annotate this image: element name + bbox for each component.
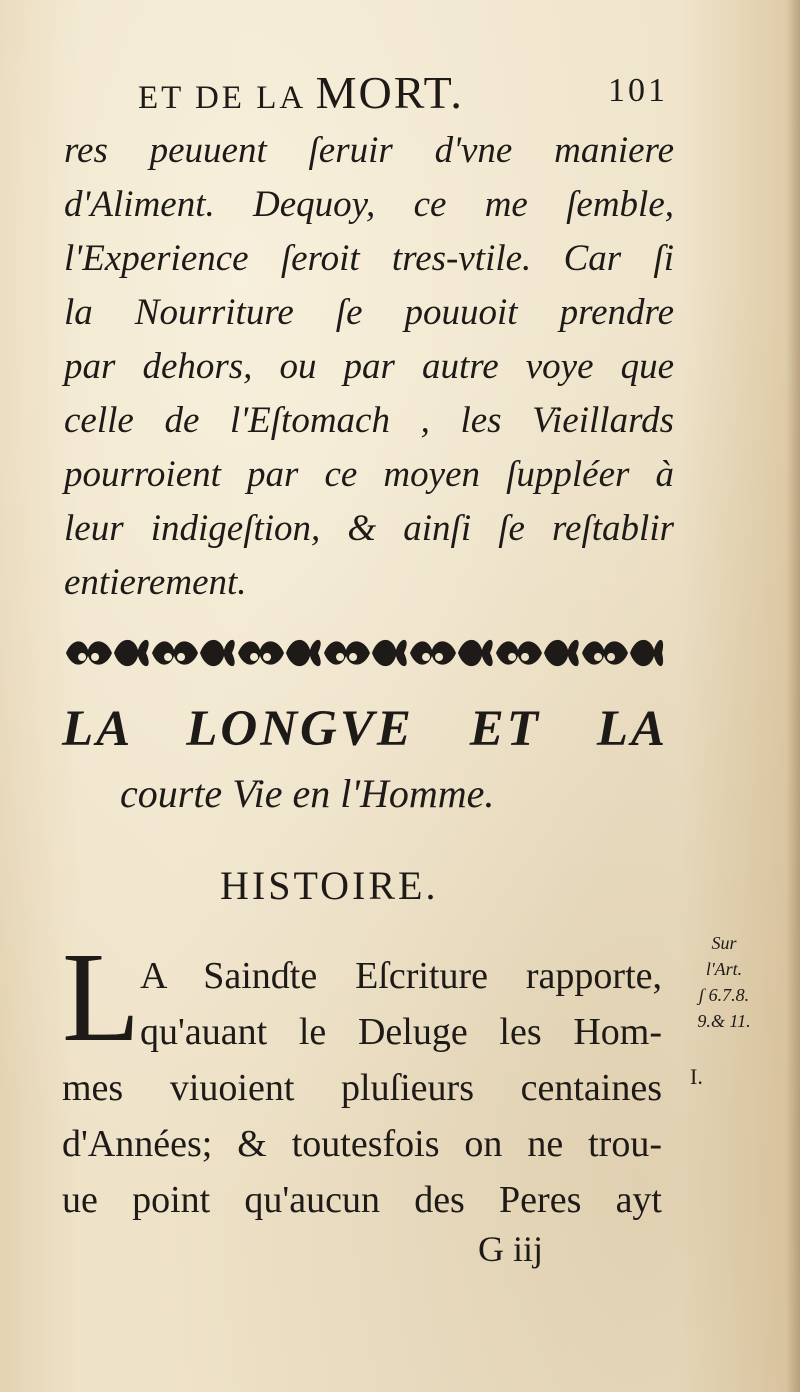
body-paragraph (62, 926, 662, 1228)
text-line: A Sainɗte Eſcriture rapporte, (140, 955, 662, 997)
text-line: la Nourriture ſe pouuoit prendre (64, 292, 674, 333)
text-line: mes viuoient pluſieurs centaines (62, 1067, 662, 1109)
page-edge-shadow (786, 0, 800, 1392)
running-head-word: MORT. (315, 67, 464, 118)
margin-note-line: ʃ 6.7.8. (698, 985, 750, 1005)
signature-mark: G iij (478, 1229, 544, 1269)
drop-cap: L (62, 926, 141, 1068)
ornament-unit (66, 640, 149, 666)
ornament-band (62, 630, 666, 676)
chapter-subheading: courte Vie en l'Homme. (120, 771, 495, 816)
text-line: celle de l'Eſtomach , les Vieillards (64, 400, 674, 441)
margin-reference: I. (690, 1064, 703, 1089)
text-line: res peuuent ſeruir d'vne maniere (64, 130, 674, 171)
running-head (138, 62, 668, 122)
section-title: HISTOIRE. (220, 863, 439, 908)
margin-note-line: l'Art. (705, 959, 743, 979)
text-line: d'Années; & toutesfois on ne trou- (62, 1123, 662, 1165)
text-line: ue point qu'aucun des Peres ayt (62, 1179, 662, 1221)
text-line: entierement. (64, 562, 247, 603)
margin-note-line: Sur (711, 933, 737, 953)
text-line: l'Experience ſeroit tres-vtile. Car ſi (64, 238, 674, 279)
margin-note-line: 9.& 11. (697, 1011, 751, 1031)
text-line: qu'auant le Deluge les Hom- (140, 1011, 662, 1053)
running-head-title (138, 66, 464, 119)
page-number: 101 (608, 72, 668, 109)
text-line: par dehors, ou par autre voye que (64, 346, 674, 387)
text-line: pourroient par ce moyen ſuppléer à (64, 454, 674, 495)
running-head-prefix: ET DE LA (138, 80, 305, 116)
text-line: leur indigeſtion, & ainſi ſe reſtablir (64, 508, 674, 549)
margin-note (674, 930, 774, 1034)
chapter-heading: LA LONGVE ET LA (62, 701, 668, 757)
continued-paragraph (64, 124, 674, 610)
text-line: d'Aliment. Dequoy, ce me ſemble, (64, 184, 674, 225)
